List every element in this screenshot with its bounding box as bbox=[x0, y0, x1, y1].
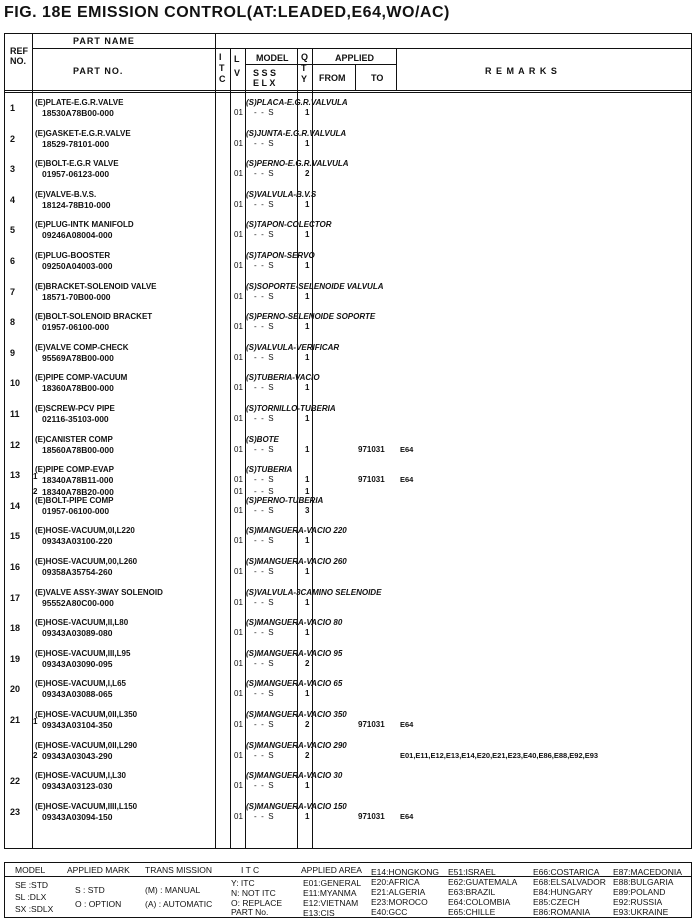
legend-area: E89:POLAND bbox=[613, 887, 666, 897]
part-name-spanish: (S)VALVULA-B.V.S bbox=[246, 190, 317, 199]
table-row bbox=[4, 157, 692, 188]
remarks: E64 bbox=[400, 475, 414, 484]
part-number: 09343A03094-150 bbox=[42, 812, 113, 822]
part-name-spanish: (S)MANGUERA-VACIO 150 bbox=[246, 802, 347, 811]
table-row bbox=[4, 188, 692, 219]
qty-value: 1 bbox=[305, 108, 310, 117]
part-name-spanish: (S)PLACA-E.G.R.VALVULA bbox=[246, 98, 348, 107]
part-name: (E)PLATE-E.G.R.VALVE bbox=[35, 98, 124, 107]
qty-value: 1 bbox=[305, 536, 310, 545]
legend-area: E20:AFRICA bbox=[371, 877, 420, 887]
ref-number: 11 bbox=[10, 409, 20, 419]
model-value: - - S bbox=[254, 487, 274, 496]
lv-value: 01 bbox=[234, 751, 243, 760]
legend-area: E86:ROMANIA bbox=[533, 907, 591, 917]
part-name: (E)CANISTER COMP bbox=[35, 435, 113, 444]
part-number: 95552A80C00-000 bbox=[42, 598, 114, 608]
part-name-spanish: (S)VALVULA-3CAMINO SELENOIDE bbox=[246, 588, 382, 597]
lv-value: 01 bbox=[234, 536, 243, 545]
model-value: - - S bbox=[254, 659, 274, 668]
table-row bbox=[4, 127, 692, 158]
to-header: TO bbox=[371, 73, 384, 83]
table-row bbox=[4, 555, 692, 586]
page-title: FIG. 18E EMISSION CONTROL(AT:LEADED,E64,WO/AC) bbox=[4, 4, 450, 21]
legend-area: E14:HONGKONG bbox=[371, 867, 440, 877]
part-name-spanish: (S)MANGUERA-VACIO 65 bbox=[246, 679, 343, 688]
legend-mark-label: APPLIED MARK bbox=[67, 865, 130, 875]
model-value: - - S bbox=[254, 353, 274, 362]
model-value: - - S bbox=[254, 781, 274, 790]
part-number: 01957-06100-000 bbox=[42, 506, 110, 516]
ref-number: 6 bbox=[10, 256, 16, 266]
table-row bbox=[4, 586, 692, 617]
part-name: (E)HOSE-VACUUM,00,L260 bbox=[35, 557, 138, 566]
model-value: - - S bbox=[254, 598, 274, 607]
qty-value: 1 bbox=[305, 628, 310, 637]
model-header: MODEL bbox=[256, 53, 289, 63]
part-number: 18340A78B11-000 bbox=[42, 475, 114, 485]
part-number: 09343A03100-220 bbox=[42, 536, 113, 546]
model-value: - - S bbox=[254, 322, 274, 331]
part-name-spanish: (S)PERNO-TUBERIA bbox=[246, 496, 324, 505]
part-name-spanish: (S)MANGUERA-VACIO 80 bbox=[246, 618, 343, 627]
legend-area: E63:BRAZIL bbox=[448, 887, 496, 897]
divider bbox=[5, 90, 692, 91]
legend-model: SE :STD bbox=[15, 880, 49, 890]
part-name: (E)HOSE-VACUUM,0II,L350 bbox=[35, 710, 138, 719]
table-row bbox=[4, 402, 692, 433]
lv-value: 01 bbox=[234, 108, 243, 117]
part-number: 09246A08004-000 bbox=[42, 230, 113, 240]
legend-trans: (M) : MANUAL bbox=[145, 885, 201, 895]
model-value: - - S bbox=[254, 292, 274, 301]
qty-value: 1 bbox=[305, 414, 310, 423]
ref-number: 8 bbox=[10, 317, 16, 327]
applied-to: 971031 bbox=[358, 812, 385, 821]
table-row bbox=[4, 677, 692, 708]
model-value: - - S bbox=[254, 506, 274, 515]
model-value: - - S bbox=[254, 230, 274, 239]
lv-value: 01 bbox=[234, 139, 243, 148]
ref-number: 12 bbox=[10, 440, 21, 450]
part-name-spanish: (S)VALVULA-VERIFICAR bbox=[246, 343, 340, 352]
legend-area: E12:VIETNAM bbox=[303, 898, 359, 908]
lv-value: 01 bbox=[234, 567, 243, 576]
applied-to: 971031 bbox=[358, 720, 385, 729]
legend-area: E62:GUATEMALA bbox=[448, 877, 518, 887]
lv-value: 01 bbox=[234, 487, 243, 496]
ref-number: 13 bbox=[10, 470, 21, 480]
lv-value: 01 bbox=[234, 292, 243, 301]
model-value: - - S bbox=[254, 445, 274, 454]
lv-value: 01 bbox=[234, 322, 243, 331]
legend-area: E65:CHILLE bbox=[448, 907, 496, 917]
model-value: - - S bbox=[254, 628, 274, 637]
part-name-spanish: (S)MANGUERA-VACIO 220 bbox=[246, 526, 347, 535]
qty-value: 1 bbox=[305, 598, 310, 607]
part-name-spanish: (S)JUNTA-E.G.R.VALVULA bbox=[246, 129, 347, 138]
part-number: 01957-06100-000 bbox=[42, 322, 110, 332]
part-name-spanish: (S)MANGUERA-VACIO 30 bbox=[246, 771, 343, 780]
lv-header: L V bbox=[234, 54, 241, 78]
legend-area: E21:ALGERIA bbox=[371, 887, 426, 897]
legend-area: E87:MACEDONIA bbox=[613, 867, 682, 877]
qty-header: Q T Y bbox=[301, 52, 309, 84]
legend-area: E23:MOROCO bbox=[371, 897, 428, 907]
part-name-spanish: (S)BOTE bbox=[246, 435, 279, 444]
model-value: - - S bbox=[254, 475, 274, 484]
part-number: 09343A03088-065 bbox=[42, 689, 113, 699]
part-name: (E)GASKET-E.G.R.VALVE bbox=[35, 129, 131, 138]
part-name: (E)VALVE ASSY-3WAY SOLENOID bbox=[35, 588, 163, 597]
legend-model: SX :SDLX bbox=[15, 904, 54, 914]
divider bbox=[396, 48, 397, 90]
ref-number: 1 bbox=[10, 103, 16, 113]
qty-value: 2 bbox=[305, 659, 310, 668]
sub-number: 2 bbox=[33, 487, 38, 496]
legend-area: E40:GCC bbox=[371, 907, 408, 917]
sub-number: 1 bbox=[33, 717, 38, 726]
table-row bbox=[4, 280, 692, 311]
part-number: 09343A03123-030 bbox=[42, 781, 113, 791]
part-number: 09343A03089-080 bbox=[42, 628, 113, 638]
ref-number: 18 bbox=[10, 623, 21, 633]
qty-value: 1 bbox=[305, 200, 310, 209]
part-number: 02116-35103-000 bbox=[42, 414, 109, 424]
legend-area: E01:GENERAL bbox=[303, 878, 362, 888]
part-name-spanish: (S)TAPON-SERVO bbox=[246, 251, 315, 260]
ref-number: 23 bbox=[10, 807, 21, 817]
lv-value: 01 bbox=[234, 261, 243, 270]
table-row bbox=[4, 463, 692, 497]
legend-area: E68:ELSALVADOR bbox=[533, 877, 606, 887]
legend-area: E88:BULGARIA bbox=[613, 877, 674, 887]
part-number: 95569A78B00-000 bbox=[42, 353, 114, 363]
table-row bbox=[4, 647, 692, 678]
part-name: (E)HOSE-VACUUM,0I,L220 bbox=[35, 526, 135, 535]
table-row bbox=[4, 708, 692, 739]
lv-value: 01 bbox=[234, 200, 243, 209]
model-value: - - S bbox=[254, 751, 274, 760]
from-header: FROM bbox=[319, 73, 346, 83]
ref-number: 5 bbox=[10, 225, 16, 235]
part-number: 18560A78B00-000 bbox=[42, 445, 114, 455]
lv-value: 01 bbox=[234, 689, 243, 698]
ref-number: 14 bbox=[10, 501, 21, 511]
lv-value: 01 bbox=[234, 353, 243, 362]
legend bbox=[4, 862, 692, 918]
part-number: 09250A04003-000 bbox=[42, 261, 113, 271]
qty-value: 1 bbox=[305, 230, 310, 239]
table-row bbox=[4, 341, 692, 372]
legend-model: SL :DLX bbox=[15, 892, 47, 902]
legend-itc: Y: ITC bbox=[231, 878, 255, 888]
part-name: (E)HOSE-VACUUM,0II,L290 bbox=[35, 741, 138, 750]
qty-value: 1 bbox=[305, 689, 310, 698]
legend-area: E92:RUSSIA bbox=[613, 897, 663, 907]
ref-number: 22 bbox=[10, 776, 21, 786]
legend-trans-label: TRANS MISSION bbox=[145, 865, 213, 875]
remarks: E64 bbox=[400, 812, 414, 821]
legend-area-label: APPLIED AREA bbox=[301, 865, 362, 875]
divider bbox=[245, 64, 396, 65]
part-name: (E)BOLT-E.G.R VALVE bbox=[35, 159, 119, 168]
part-name: (E)PLUG-BOOSTER bbox=[35, 251, 111, 260]
part-no-header: PART NO. bbox=[73, 66, 124, 76]
lv-value: 01 bbox=[234, 169, 243, 178]
qty-value: 1 bbox=[305, 475, 310, 484]
divider bbox=[355, 64, 356, 90]
part-name-spanish: (S)MANGUERA-VACIO 95 bbox=[246, 649, 343, 658]
part-name: (E)HOSE-VACUUM,III,L95 bbox=[35, 649, 131, 658]
ref-number: 15 bbox=[10, 531, 21, 541]
model-cols-header: S S S bbox=[253, 68, 277, 78]
part-number: 09343A03104-350 bbox=[42, 720, 113, 730]
part-name-spanish: (S)MANGUERA-VACIO 260 bbox=[246, 557, 347, 566]
remarks: E01,E11,E12,E13,E14,E20,E21,E23,E40,E86,E88,E92,E93 bbox=[400, 751, 599, 760]
ref-number: 21 bbox=[10, 715, 21, 725]
table-row bbox=[4, 800, 692, 831]
part-number: 18529-78101-000 bbox=[42, 139, 110, 149]
table-row bbox=[4, 616, 692, 647]
table-row bbox=[4, 739, 692, 770]
legend-area: E85:CZECH bbox=[533, 897, 580, 907]
part-name: (E)BRACKET-SOLENOID VALVE bbox=[35, 282, 157, 291]
model-value: - - S bbox=[254, 567, 274, 576]
table-row bbox=[4, 433, 692, 464]
table-row bbox=[4, 310, 692, 341]
legend-trans: (A) : AUTOMATIC bbox=[145, 899, 213, 909]
qty-value: 1 bbox=[305, 487, 310, 496]
legend-area: E51:ISRAEL bbox=[448, 867, 496, 877]
ref-header: REF NO. bbox=[10, 46, 28, 66]
part-name: (E)HOSE-VACUUM,I,L65 bbox=[35, 679, 126, 688]
part-name-spanish: (S)TUBERIA bbox=[246, 465, 293, 474]
model-value: - - S bbox=[254, 536, 274, 545]
legend-area: E64:COLOMBIA bbox=[448, 897, 511, 907]
part-name-spanish: (S)MANGUERA-VACIO 350 bbox=[246, 710, 347, 719]
part-number: 09358A35754-260 bbox=[42, 567, 113, 577]
legend-area: E11:MYANMA bbox=[303, 888, 357, 898]
lv-value: 01 bbox=[234, 230, 243, 239]
part-name: (E)PIPE COMP-VACUUM bbox=[35, 373, 128, 382]
qty-value: 2 bbox=[305, 169, 310, 178]
table-row bbox=[4, 524, 692, 555]
part-name-spanish: (S)TAPON-COLECTOR bbox=[246, 220, 332, 229]
model-value: - - S bbox=[254, 139, 274, 148]
model-value: - - S bbox=[254, 689, 274, 698]
part-number: 18571-70B00-000 bbox=[42, 292, 111, 302]
legend-itc: O: REPLACE bbox=[231, 898, 283, 908]
part-name: (E)HOSE-VACUUM,IIII,L150 bbox=[35, 802, 138, 811]
part-name-spanish: (S)TORNILLO-TUBERIA bbox=[246, 404, 336, 413]
table-row bbox=[4, 249, 692, 280]
ref-number: 17 bbox=[10, 593, 21, 603]
lv-value: 01 bbox=[234, 414, 243, 423]
legend-mark: O : OPTION bbox=[75, 899, 122, 909]
ref-number: 9 bbox=[10, 348, 16, 358]
legend-mark: S : STD bbox=[75, 885, 105, 895]
divider bbox=[32, 48, 692, 49]
part-name: (E)HOSE-VACUUM,I,L30 bbox=[35, 771, 126, 780]
table-row bbox=[4, 494, 692, 525]
qty-value: 1 bbox=[305, 567, 310, 576]
lv-value: 01 bbox=[234, 812, 243, 821]
model-cols2-header: E L X bbox=[253, 78, 276, 88]
legend-area: E93:UKRAINE bbox=[613, 907, 669, 917]
table-row bbox=[4, 371, 692, 402]
part-name: (E)PLUG-INTK MANIFOLD bbox=[35, 220, 134, 229]
lv-value: 01 bbox=[234, 720, 243, 729]
sub-number: 1 bbox=[33, 472, 38, 481]
part-name-spanish: (S)MANGUERA-VACIO 290 bbox=[246, 741, 347, 750]
ref-number: 20 bbox=[10, 684, 21, 694]
part-number: 18124-78B10-000 bbox=[42, 200, 111, 210]
part-name-spanish: (S)PERNO-E.G.R.VALVULA bbox=[246, 159, 349, 168]
model-value: - - S bbox=[254, 261, 274, 270]
remarks: E64 bbox=[400, 720, 414, 729]
part-name: (E)BOLT-SOLENOID BRACKET bbox=[35, 312, 153, 321]
qty-value: 1 bbox=[305, 139, 310, 148]
ref-number: 16 bbox=[10, 562, 21, 572]
qty-value: 1 bbox=[305, 445, 310, 454]
part-name: (E)SCREW-PCV PIPE bbox=[35, 404, 115, 413]
model-value: - - S bbox=[254, 169, 274, 178]
part-name: (E)BOLT-PIPE COMP bbox=[35, 496, 114, 505]
sub-number: 2 bbox=[33, 751, 38, 760]
part-number: 18530A78B00-000 bbox=[42, 108, 114, 118]
part-name-header: PART NAME bbox=[73, 36, 135, 46]
lv-value: 01 bbox=[234, 659, 243, 668]
part-number: 18340A78B20-000 bbox=[42, 487, 114, 497]
part-number: 09343A03090-095 bbox=[42, 659, 113, 669]
lv-value: 01 bbox=[234, 383, 243, 392]
qty-value: 1 bbox=[305, 353, 310, 362]
part-name: (E)HOSE-VACUUM,II,L80 bbox=[35, 618, 129, 627]
part-number: 18360A78B00-000 bbox=[42, 383, 114, 393]
part-name-spanish: (S)SOPORTE-SELENOIDE VALVULA bbox=[246, 282, 384, 291]
qty-value: 1 bbox=[305, 812, 310, 821]
model-value: - - S bbox=[254, 200, 274, 209]
model-value: - - S bbox=[254, 383, 274, 392]
remarks: E64 bbox=[400, 445, 414, 454]
applied-to: 971031 bbox=[358, 445, 385, 454]
lv-value: 01 bbox=[234, 445, 243, 454]
lv-value: 01 bbox=[234, 506, 243, 515]
lv-value: 01 bbox=[234, 781, 243, 790]
ref-number: 7 bbox=[10, 287, 16, 297]
part-name-spanish: (S)PERNO-SELENOIDE SOPORTE bbox=[246, 312, 376, 321]
divider bbox=[5, 92, 692, 93]
ref-number: 2 bbox=[10, 134, 16, 144]
qty-value: 1 bbox=[305, 261, 310, 270]
part-number: 09343A03043-290 bbox=[42, 751, 113, 761]
part-name-spanish: (S)TUBERIA-VACIO bbox=[246, 373, 320, 382]
qty-value: 3 bbox=[305, 506, 310, 515]
ref-number: 19 bbox=[10, 654, 21, 664]
qty-value: 1 bbox=[305, 781, 310, 790]
legend-area: E13:CIS bbox=[303, 908, 335, 918]
itc-header: I T C bbox=[219, 52, 226, 84]
legend-itc-label: I T C bbox=[241, 865, 260, 875]
model-value: - - S bbox=[254, 812, 274, 821]
model-value: - - S bbox=[254, 720, 274, 729]
ref-number: 3 bbox=[10, 164, 16, 174]
remarks-header: R E M A R K S bbox=[485, 66, 558, 76]
legend-area: E66:COSTARICA bbox=[533, 867, 600, 877]
table-row bbox=[4, 769, 692, 800]
lv-value: 01 bbox=[234, 628, 243, 637]
legend-model-label: MODEL bbox=[15, 865, 46, 875]
applied-to: 971031 bbox=[358, 475, 385, 484]
qty-value: 1 bbox=[305, 292, 310, 301]
ref-number: 10 bbox=[10, 378, 21, 388]
part-number: 01957-06123-000 bbox=[42, 169, 110, 179]
qty-value: 2 bbox=[305, 720, 310, 729]
lv-value: 01 bbox=[234, 475, 243, 484]
part-name: (E)PIPE COMP-EVAP bbox=[35, 465, 114, 474]
applied-header: APPLIED bbox=[335, 53, 375, 63]
model-value: - - S bbox=[254, 414, 274, 423]
lv-value: 01 bbox=[234, 598, 243, 607]
part-name: (E)VALVE COMP-CHECK bbox=[35, 343, 129, 352]
legend-itc: PART No. bbox=[231, 907, 269, 917]
model-value: - - S bbox=[254, 108, 274, 117]
legend-itc: N: NOT ITC bbox=[231, 888, 276, 898]
ref-number: 4 bbox=[10, 195, 16, 205]
part-name: (E)VALVE-B.V.S. bbox=[35, 190, 97, 199]
legend-area: E84:HUNGARY bbox=[533, 887, 593, 897]
table-row bbox=[4, 218, 692, 249]
qty-value: 1 bbox=[305, 383, 310, 392]
qty-value: 1 bbox=[305, 322, 310, 331]
qty-value: 2 bbox=[305, 751, 310, 760]
table-row bbox=[4, 96, 692, 127]
